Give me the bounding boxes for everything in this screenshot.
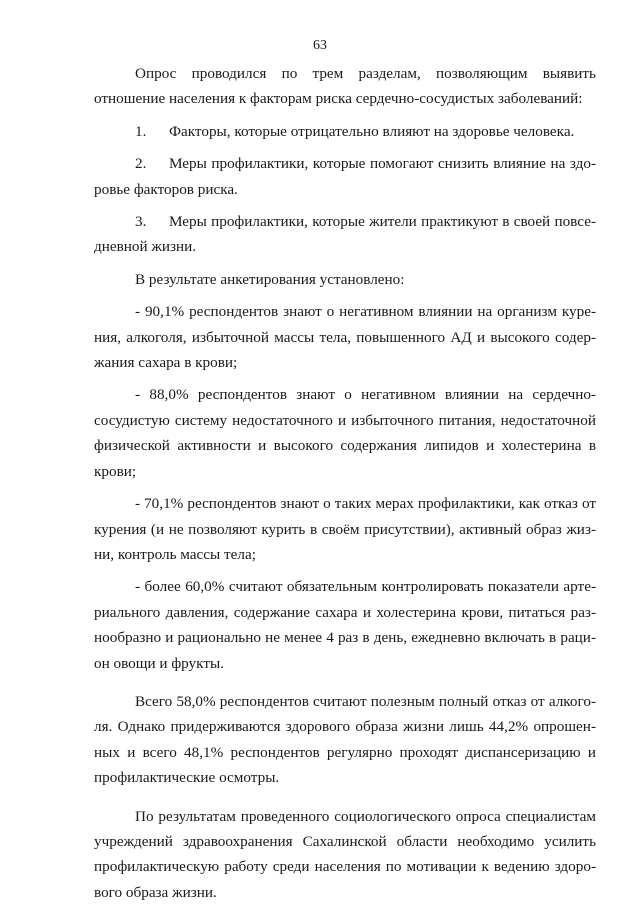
intro-paragraph: Опрос проводился по трем разделам, позволяющим выявить отношение населения к факторам риска сердечно-сосудистых заболеваний: <box>94 65 596 108</box>
summary-paragraph: Всего 58,0% респондентов считают полезным полный отказ от алкоголя. Однако придерживаются здорового образа жизни лишь 44,2% опрошенных и всего 48,1% респондентов регулярно проходят диспансеризацию и профилактические осмотры. <box>94 692 596 787</box>
list-item-2 <box>94 151 596 202</box>
bullet-prevention-measures: - 70,1% респондентов знают о таких мерах профилактики, как отказ от курения (и не позволяют курить в своём присутствии), активный образ жизни, контроль массы тела; <box>94 495 596 563</box>
bullet-monitoring: - более 60,0% считают обязательным контролировать показатели артериального давления, содержание сахара и холестерина крови, питаться разнообразно и рационально не менее 4 раз в день, ежедневно включать в рацион овощи и фрукты. <box>94 578 596 672</box>
list-text-1: Факторы, которые отрицательно влияют на здоровье человека. <box>169 122 575 140</box>
list-item-1 <box>94 119 596 144</box>
list-number-2: 2. <box>135 155 147 173</box>
bullet-smoking-alcohol: - 90,1% респондентов знают о негативном влиянии на организм курения, алкоголя, избыточной массы тела, повышенного АД и высокого содержания сахара в крови; <box>94 303 596 372</box>
list-number-1: 1. <box>135 122 147 140</box>
results-lead-paragraph: В результате анкетирования установлено: <box>135 270 405 288</box>
conclusion-paragraph: По результатам проведенного социологического опроса специалистам учреждений здравоохранения Сахалинской области необходимо усилить профилактическую работу среди населения по мотивации к ведению здорового образа жизни. <box>94 807 596 901</box>
document-body <box>94 61 596 905</box>
list-text-2: Меры профилактики, которые помогают снизить влияние на здоровье факторов риска. <box>94 155 596 198</box>
list-item-3 <box>94 209 596 260</box>
list-number-3: 3. <box>135 213 147 231</box>
bullet-cardiovascular: - 88,0% респондентов знают о негативном влиянии на сердечно-сосудистую систему недостаточного и избыточного питания, недостаточной физической активности и высокого содержания липидов и холестерина в крови; <box>94 386 596 480</box>
page-number: 63 <box>313 38 327 53</box>
list-text-3: Меры профилактики, которые жители практикуют в своей повседневной жизни. <box>94 213 596 256</box>
